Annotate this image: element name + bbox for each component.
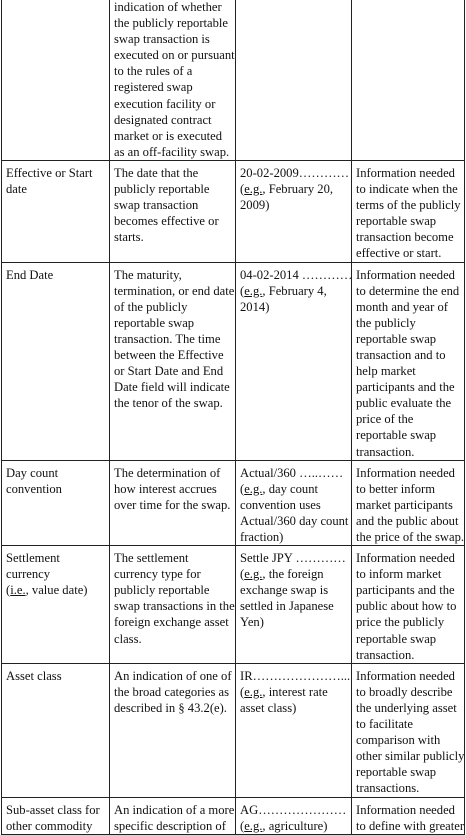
purpose-line: reportable swap [356,428,437,443]
field-name-cell [2,663,110,797]
purpose-line: to define with greater [356,818,465,833]
eg-abbrev: e.g. [244,818,263,833]
description-line: how interest accrues [114,481,217,496]
purpose-line: price of the [356,412,414,427]
purpose-line: transaction. [356,647,415,662]
example-note-line: exchange swap is [240,583,329,598]
purpose-line: month and year of [356,299,448,314]
purpose-line: Information needed [356,802,455,817]
purpose-line: to better inform [356,481,436,496]
purpose-cell [352,160,465,262]
purpose-line: transactions. [356,781,420,796]
description-line: execution facility or [114,96,216,111]
example-note-line: (e.g., February 4, [240,283,327,298]
example-note-line: settled in Japanese [240,599,334,614]
example-note-text: , day count [262,481,318,496]
field-name-cell [2,262,110,460]
description-cell [110,546,236,664]
example-cell [236,262,352,460]
example-note-line: Yen) [240,615,264,630]
description-line: over time for the swap. [114,497,231,512]
field-name-line: Sub-asset class for [6,802,100,817]
description-line: currency type for [114,567,201,582]
description-cell [110,0,236,160]
example-note-line: (e.g., day count [240,481,318,496]
description-cell [110,663,236,797]
example-note-line: 2014) [240,299,270,314]
description-line: transaction. The time [114,331,221,346]
example-value: IR…………………... [240,668,351,683]
field-name-line: Effective or Start [6,165,93,180]
description-line: Date field will indicate [114,380,230,395]
purpose-line: public evaluate the [356,396,452,411]
purpose-line: help market [356,364,416,379]
purpose-line: participants and the [356,380,455,395]
example-note-line: (e.g., the foreign [240,567,324,582]
purpose-line: reportable swap [356,631,437,646]
description-line: indication of whether [114,0,222,14]
purpose-line: reportable swap [356,214,437,229]
purpose-line: market participants [356,497,453,512]
field-name-cell [2,546,110,664]
description-line: the broad categories as [114,684,230,699]
example-value: Actual/360 …..…… [240,465,344,480]
purpose-line: other similar publicly [356,749,465,764]
purpose-line: to determine the end [356,283,460,298]
description-line: as an off-facility swap. [114,144,230,159]
example-note-line: convention uses [240,497,321,512]
eg-abbrev: e.g. [244,567,263,582]
example-note-line: 2009) [240,198,270,213]
purpose-line: the underlying asset [356,700,457,715]
swap-data-fields-table [1,0,465,835]
purpose-line: transaction. [356,444,415,459]
description-line: specific description of [114,818,226,833]
example-cell [236,663,352,797]
description-line: reportable swap [114,315,195,330]
purpose-cell [352,797,465,834]
table-row [2,460,465,545]
eg-abbrev: e.g. [244,283,263,298]
purpose-line: participants and the [356,583,455,598]
purpose-line: price the publicly [356,615,445,630]
field-name-cell [2,460,110,545]
example-note-text: , February 4, [262,283,327,298]
description-line: swap transactions in the [114,599,235,614]
example-cell [236,797,352,834]
description-line: becomes effective or [114,214,219,229]
example-note-line: asset class) [240,700,297,715]
purpose-line: terms of the publicly [356,198,461,213]
purpose-line: Information needed [356,465,455,480]
field-name-line: Settlement [6,551,60,566]
purpose-cell [352,663,465,797]
example-note-text: , interest rate [262,684,328,699]
example-cell [236,0,352,160]
example-note-line: fraction) [240,530,284,544]
purpose-cell [352,460,465,545]
purpose-line: reportable swap [356,331,437,346]
purpose-line: to inform market [356,567,442,582]
example-note-text: , the foreign [262,567,324,582]
field-name-line: Day count [6,465,59,480]
ie-abbrev: i.e. [10,583,26,598]
description-line: to the rules of a [114,64,193,79]
example-note-line: Actual/360 day count [240,513,349,528]
description-cell [110,797,236,834]
description-line: swap transaction is [114,32,210,47]
field-name-line: Asset class [6,668,62,683]
description-line: An indication of one of [114,668,232,683]
table-body [2,0,465,834]
example-value: Settle JPY ………… [240,551,346,566]
purpose-line: to broadly describe [356,684,453,699]
description-line: class. [114,631,142,646]
description-line: of the publicly [114,299,188,314]
description-cell [110,460,236,545]
example-note-text: , agriculture) [262,818,328,833]
description-line: market or is executed [114,128,223,143]
purpose-line: the price of the swap. [356,530,465,544]
example-cell [236,160,352,262]
purpose-cell [352,0,465,160]
field-name-line: date [6,182,27,197]
eg-abbrev: e.g. [244,182,263,197]
description-line: The maturity, [114,267,182,282]
table-row [2,663,465,797]
purpose-line: public about how to [356,599,457,614]
description-line: or Start Date and End [114,364,224,379]
description-line: the tenor of the swap. [114,396,223,411]
description-line: between the Effective [114,347,224,362]
description-line: starts. [114,230,144,245]
purpose-line: to facilitate [356,717,413,732]
field-name-line: End Date [6,267,54,282]
purpose-line: the publicly [356,315,416,330]
purpose-line: Information needed [356,551,455,566]
field-name-line: currency [6,567,51,582]
purpose-cell [352,262,465,460]
description-line: publicly reportable [114,583,210,598]
purpose-line: Information needed [356,668,455,683]
example-note-line: (e.g., interest rate [240,684,328,699]
table-row [2,262,465,460]
purpose-line: to indicate when the [356,182,458,197]
example-cell [236,546,352,664]
purpose-line: transaction become [356,230,454,245]
description-line: the publicly reportable [114,16,229,31]
field-name-cell [2,0,110,160]
description-line: swap transaction [114,198,199,213]
example-note-text: , February 20, [262,182,334,197]
field-name-line: convention [6,481,62,496]
eg-abbrev: e.g. [244,684,263,699]
description-line: termination, or end date [114,283,235,298]
description-line: The settlement [114,551,189,566]
example-note-line: (e.g., agriculture) [240,818,328,833]
description-line: The date that the [114,165,199,180]
purpose-line: effective or start. [356,246,442,261]
field-name-cell [2,797,110,834]
table-row [2,797,465,834]
purpose-line: comparison with [356,733,441,748]
field-name-line: other commodity [6,818,93,833]
purpose-line: transaction and to [356,347,446,362]
eg-abbrev: e.g. [244,481,263,496]
example-cell [236,460,352,545]
table-row [2,546,465,664]
purpose-line: Information needed [356,165,455,180]
description-line: executed on or pursuant [114,48,235,63]
purpose-line: Information needed [356,267,455,282]
field-name-cell [2,160,110,262]
description-line: registered swap [114,80,193,95]
purpose-line: and the public about [356,513,459,528]
description-line: foreign exchange asset [114,615,229,630]
table-row [2,0,465,160]
description-line: described in § 43.2(e). [114,700,227,715]
purpose-cell [352,546,465,664]
example-value: 20-02-2009………… [240,165,350,180]
description-line: publicly reportable [114,182,210,197]
table-row [2,160,465,262]
example-value: AG………………… [240,802,347,817]
description-cell [110,262,236,460]
purpose-line: reportable swap [356,765,437,780]
example-value: 04-02-2014 ………… [240,267,353,282]
description-line: The determination of [114,465,221,480]
field-name-line: (i.e., value date) [6,583,88,598]
description-line: designated contract [114,112,212,127]
description-line: An indication of a more [114,802,235,817]
example-note-line: (e.g., February 20, [240,182,334,197]
description-cell [110,160,236,262]
